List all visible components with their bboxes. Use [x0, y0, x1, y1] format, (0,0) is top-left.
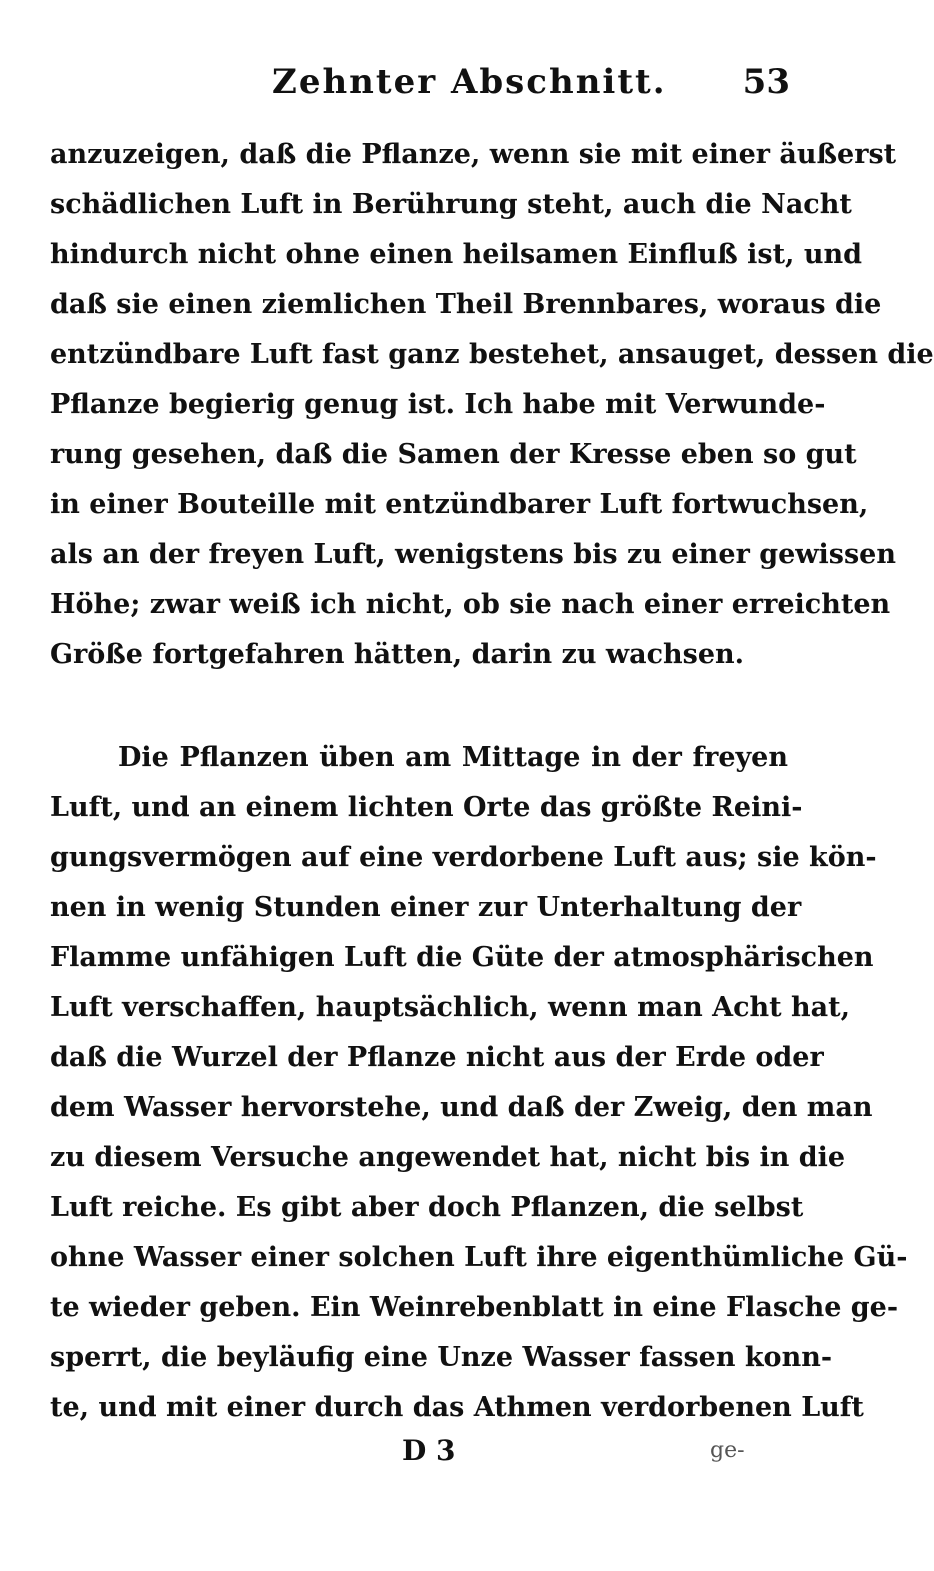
page-footer [0, 1434, 830, 1484]
text-line: hindurch nicht ohne einen heilsamen Einfluß ist, und [50, 239, 862, 270]
signature-mark: D 3 [402, 1434, 456, 1467]
text-line: schädlichen Luft in Berührung steht, auch die Nacht [50, 189, 852, 220]
text-line: Luft reiche. Es gibt aber doch Pflanzen, die selbst [50, 1192, 804, 1223]
text-line: daß die Wurzel der Pflanze nicht aus der Erde oder [50, 1042, 824, 1073]
paragraph-2 [50, 733, 908, 1433]
text-line: zu diesem Versuche angewendet hat, nicht bis in die [50, 1142, 846, 1173]
text-line: Luft, und an einem lichten Orte das größte Reini- [50, 792, 803, 823]
text-line: te, und mit einer durch das Athmen verdorbenen Luft [50, 1392, 864, 1423]
text-line: Flamme unfähigen Luft die Güte der atmosphärischen [50, 942, 874, 973]
running-header [0, 62, 830, 112]
text-line: als an der freyen Luft, wenigstens bis zu einer gewissen [50, 539, 896, 570]
text-line: in einer Bouteille mit entzündbarer Luft fortwuchsen, [50, 489, 869, 520]
text-line: anzuzeigen, daß die Pflanze, wenn sie mit einer äußerst [50, 139, 897, 170]
text-line: ohne Wasser einer solchen Luft ihre eigenthümliche Gü- [50, 1242, 908, 1273]
page-number: 53 [742, 62, 790, 102]
catchword: ge- [710, 1438, 745, 1463]
chapter-title: Zehnter Abschnitt. [272, 62, 667, 102]
text-line: Pflanze begierig genug ist. Ich habe mit Verwunde- [50, 389, 826, 420]
text-line: Luft verschaffen, hauptsächlich, wenn man Acht hat, [50, 992, 851, 1023]
text-line: daß sie einen ziemlichen Theil Brennbares, woraus die [50, 289, 882, 320]
text-line: Höhe; zwar weiß ich nicht, ob sie nach einer erreichten [50, 589, 891, 620]
text-line: Die Pflanzen üben am Mittage in der freyen [118, 742, 788, 773]
text-line: Größe fortgefahren hätten, darin zu wachsen. [50, 639, 745, 670]
text-line: sperrt, die beyläufig eine Unze Wasser fassen konn- [50, 1342, 833, 1373]
text-line: nen in wenig Stunden einer zur Unterhaltung der [50, 892, 802, 923]
text-line: gungsvermögen auf eine verdorbene Luft aus; sie kön- [50, 842, 877, 873]
text-line: entzündbare Luft fast ganz bestehet, ansauget, dessen die [50, 339, 934, 370]
paragraph-1 [50, 130, 934, 680]
text-line: rung gesehen, daß die Samen der Kresse eben so gut [50, 439, 857, 470]
text-line: te wieder geben. Ein Weinrebenblatt in eine Flasche ge- [50, 1292, 899, 1323]
text-line: dem Wasser hervorstehe, und daß der Zweig, den man [50, 1092, 873, 1123]
